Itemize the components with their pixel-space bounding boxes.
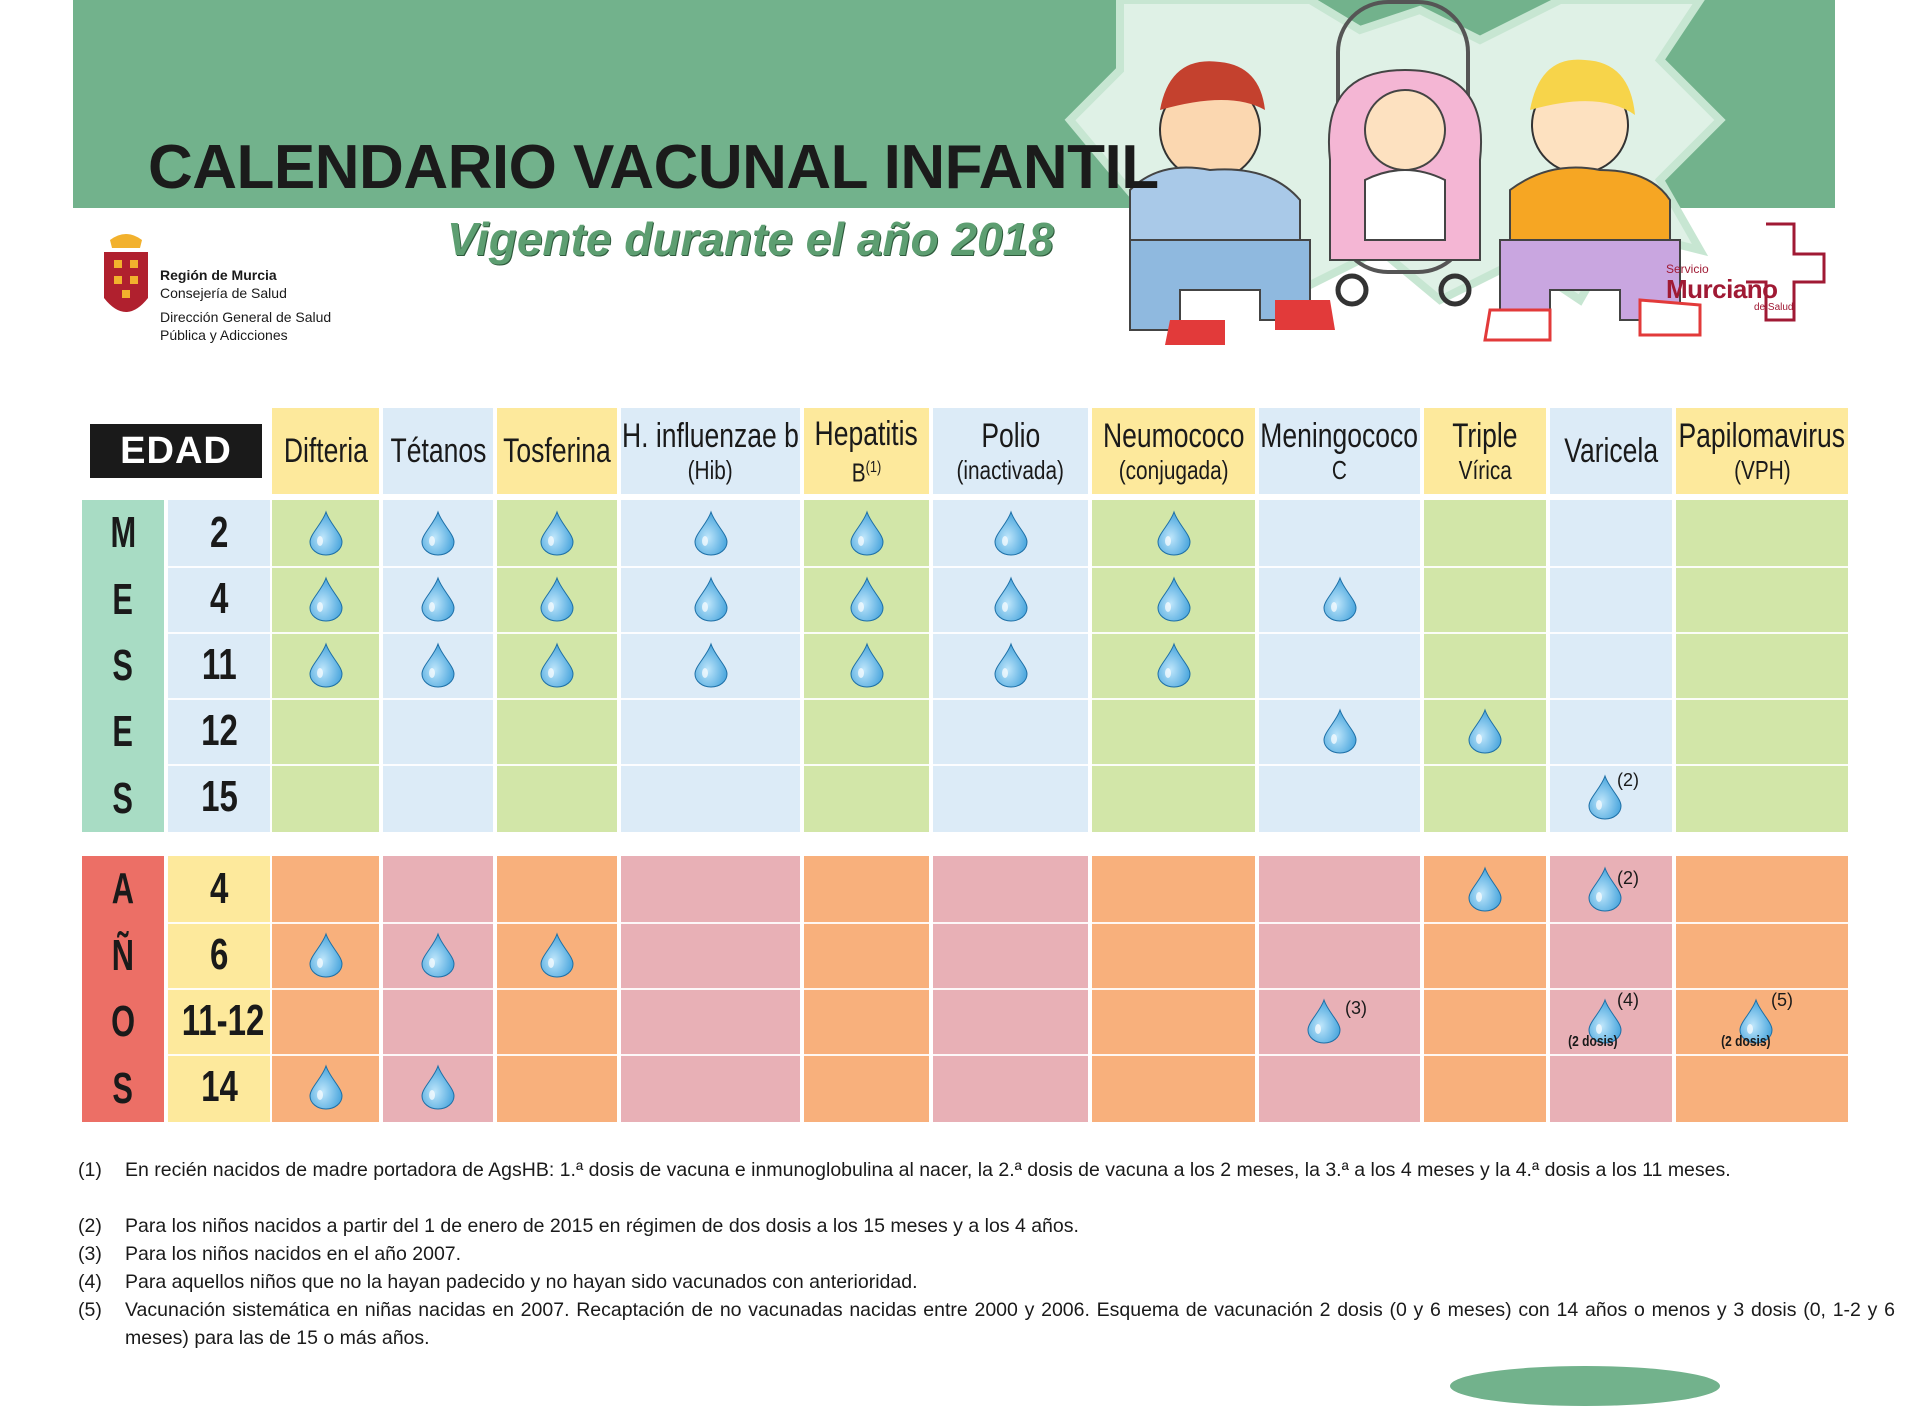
footnote-key: (2) bbox=[78, 1215, 102, 1237]
column-header-3 bbox=[497, 408, 617, 494]
sms-line3: de Salud bbox=[1754, 302, 1794, 313]
age-value: 12 bbox=[200, 706, 238, 755]
months-band-col-9 bbox=[1424, 500, 1546, 832]
vaccine-drop-icon bbox=[849, 642, 885, 688]
row-divider bbox=[168, 988, 1852, 990]
footnote-text: Para los niños nacidos a partir del 1 de enero de 2015 en régimen de dos dosis a los 15 meses y a los 4 años. bbox=[125, 1215, 1079, 1237]
footnote-key: (5) bbox=[78, 1299, 102, 1321]
note-vph-11y: (5) bbox=[1771, 990, 1793, 1010]
footnote-key: (1) bbox=[78, 1159, 102, 1181]
age-months-12 bbox=[168, 698, 270, 764]
column-sub: $B^{(1)}$ bbox=[851, 457, 882, 488]
vaccine-drop-icon bbox=[1322, 576, 1358, 622]
children-illustration bbox=[1060, 0, 1760, 380]
column-sub: (VPH) bbox=[1733, 455, 1791, 485]
region-murcia-logo bbox=[100, 230, 360, 343]
age-months-15 bbox=[168, 764, 270, 830]
anos-label bbox=[82, 856, 164, 1122]
column-sup: (1) bbox=[865, 458, 882, 476]
vaccine-drop-icon bbox=[993, 642, 1029, 688]
vaccine-drop-icon bbox=[1156, 510, 1192, 556]
age-value: 2 bbox=[209, 508, 229, 557]
column-name: Neumococo bbox=[1102, 417, 1245, 455]
column-sub: Vírica bbox=[1458, 455, 1512, 485]
column-header-11 bbox=[1676, 408, 1848, 494]
column-name: Meningococo bbox=[1260, 417, 1419, 455]
note-varicela-11y: (4) bbox=[1617, 990, 1639, 1010]
region-direccion-2: Pública y Adicciones bbox=[160, 327, 288, 343]
column-header-2 bbox=[383, 408, 493, 494]
column-name: Difteria bbox=[283, 432, 368, 470]
column-sub: (conjugada) bbox=[1118, 455, 1229, 485]
meses-label bbox=[82, 500, 164, 832]
anos-letter: Ñ bbox=[111, 930, 135, 980]
region-shield-icon bbox=[100, 230, 152, 330]
anos-letter: A bbox=[111, 864, 135, 914]
footnote-text: En recién nacidos de madre portadora de AgsHB: 1.ª dosis de vacuna e inmunoglobulina al nacer, la 2.ª dosis de vacuna a los 2 meses, la 3.ª a los 4 meses y la 4.ª dosis a los 11 meses. bbox=[125, 1159, 1731, 1181]
footnote-text: Para los niños nacidos en el año 2007. bbox=[125, 1243, 462, 1265]
column-header-9 bbox=[1424, 408, 1546, 494]
age-value: 11-12 bbox=[181, 996, 265, 1045]
vaccine-drop-icon bbox=[849, 510, 885, 556]
column-header-1 bbox=[272, 408, 379, 494]
age-value: 14 bbox=[200, 1062, 238, 1111]
row-divider bbox=[168, 1054, 1852, 1056]
vaccine-drop-icon bbox=[1467, 708, 1503, 754]
vaccine-drop-icon bbox=[308, 642, 344, 688]
dosis-vph: (2 dosis) bbox=[1721, 1033, 1771, 1050]
vaccine-drop-icon bbox=[308, 576, 344, 622]
age-value: 4 bbox=[209, 574, 229, 623]
age-value: 15 bbox=[200, 772, 238, 821]
meses-letter: M bbox=[110, 508, 136, 558]
age-months-4 bbox=[168, 566, 270, 632]
vaccine-drop-icon bbox=[1322, 708, 1358, 754]
vaccine-drop-icon bbox=[420, 642, 456, 688]
region-consejeria: Consejería de Salud bbox=[160, 285, 287, 301]
age-years-14 bbox=[168, 1054, 270, 1120]
row-divider bbox=[168, 632, 1852, 634]
vaccine-drop-icon bbox=[693, 576, 729, 622]
column-name: H. influenzae b bbox=[622, 417, 799, 455]
page-title: CALENDARIO VACUNAL INFANTIL bbox=[148, 133, 1159, 202]
vaccine-drop-icon bbox=[993, 576, 1029, 622]
vaccine-drop-icon bbox=[420, 510, 456, 556]
vaccine-drop-icon bbox=[1156, 576, 1192, 622]
column-header-4 bbox=[621, 408, 800, 494]
anos-letter: S bbox=[112, 1063, 134, 1113]
months-band-col-11 bbox=[1676, 500, 1848, 832]
sms-line2: Murciano bbox=[1666, 274, 1778, 304]
decorative-arc bbox=[1450, 1366, 1720, 1406]
column-name: Triple bbox=[1452, 417, 1518, 455]
column-name: Hepatitis bbox=[814, 414, 919, 453]
meses-letter: S bbox=[112, 640, 134, 690]
footnote-key: (4) bbox=[78, 1271, 102, 1293]
column-header-7 bbox=[1092, 408, 1255, 494]
row-divider bbox=[168, 922, 1852, 924]
vaccine-drop-icon bbox=[308, 932, 344, 978]
vaccine-drop-icon bbox=[693, 642, 729, 688]
region-name: Región de Murcia bbox=[160, 267, 277, 283]
footnote-text: Para aquellos niños que no la hayan padecido y no hayan sido vacunados con anterioridad. bbox=[125, 1271, 918, 1293]
vaccine-drop-icon bbox=[693, 510, 729, 556]
age-value: 4 bbox=[209, 864, 229, 913]
vaccine-drop-icon bbox=[1306, 998, 1342, 1044]
vaccine-drop-icon bbox=[1156, 642, 1192, 688]
meses-letter: S bbox=[112, 773, 134, 823]
column-header-5 bbox=[804, 408, 929, 494]
column-header-6 bbox=[933, 408, 1088, 494]
vaccine-drop-icon bbox=[420, 1064, 456, 1110]
age-value: 6 bbox=[209, 930, 229, 979]
column-name: Varicela bbox=[1564, 432, 1658, 470]
age-years-11-12 bbox=[168, 988, 270, 1054]
vaccine-drop-icon bbox=[420, 932, 456, 978]
column-name: Tétanos bbox=[390, 432, 486, 470]
footnote-text: Vacunación sistemática en niñas nacidas en 2007. Recaptación de no vacunadas nacidas entre 2000 y 2006. Esquema de vacunación 2 dosis (0 y 6 meses) con 14 años o menos y 3 dosis (0, 1-2 y 6 meses) para las de 15 o más años. bbox=[125, 1299, 1895, 1349]
row-divider bbox=[168, 566, 1852, 568]
sms-line1: Servicio bbox=[1666, 262, 1709, 276]
meses-letter: E bbox=[112, 574, 134, 624]
vaccine-drop-icon bbox=[420, 576, 456, 622]
region-direccion-1: Dirección General de Salud bbox=[160, 309, 332, 325]
column-name: Papilomavirus bbox=[1678, 417, 1846, 455]
column-name: Tosferina bbox=[503, 432, 611, 470]
column-sub: (Hib) bbox=[687, 455, 734, 485]
vaccine-drop-icon bbox=[849, 576, 885, 622]
vaccine-drop-icon bbox=[539, 932, 575, 978]
page-subtitle: Vigente durante el año 2018 bbox=[447, 213, 1054, 265]
column-sub: (inactivada) bbox=[956, 455, 1065, 485]
sms-logo bbox=[1660, 222, 1830, 332]
vaccine-drop-icon bbox=[539, 576, 575, 622]
age-months-11 bbox=[168, 632, 270, 698]
vaccine-drop-icon bbox=[308, 1064, 344, 1110]
anos-letter: O bbox=[111, 997, 135, 1047]
note-varicela-4y: (2) bbox=[1617, 868, 1639, 888]
dosis-varicela: (2 dosis) bbox=[1568, 1033, 1618, 1050]
note-varicela-15m: (2) bbox=[1617, 770, 1639, 790]
column-name: Polio bbox=[981, 417, 1040, 455]
age-years-4 bbox=[168, 856, 270, 922]
column-header-10 bbox=[1550, 408, 1672, 494]
vaccine-drop-icon bbox=[539, 642, 575, 688]
vaccine-drop-icon bbox=[993, 510, 1029, 556]
vaccine-drop-icon bbox=[1467, 866, 1503, 912]
edad-label: EDAD bbox=[90, 424, 262, 478]
row-divider bbox=[168, 698, 1852, 700]
note-meningo-11y: (3) bbox=[1345, 998, 1367, 1018]
age-value: 11 bbox=[201, 640, 237, 689]
vaccine-drop-icon bbox=[308, 510, 344, 556]
vaccine-drop-icon bbox=[539, 510, 575, 556]
row-divider bbox=[168, 764, 1852, 766]
footnote-key: (3) bbox=[78, 1243, 102, 1265]
column-header-8 bbox=[1259, 408, 1420, 494]
months-band-col-8 bbox=[1259, 500, 1420, 832]
age-months-2 bbox=[168, 500, 270, 566]
column-sub: C bbox=[1331, 455, 1348, 485]
meses-letter: E bbox=[112, 707, 134, 757]
age-years-6 bbox=[168, 922, 270, 988]
